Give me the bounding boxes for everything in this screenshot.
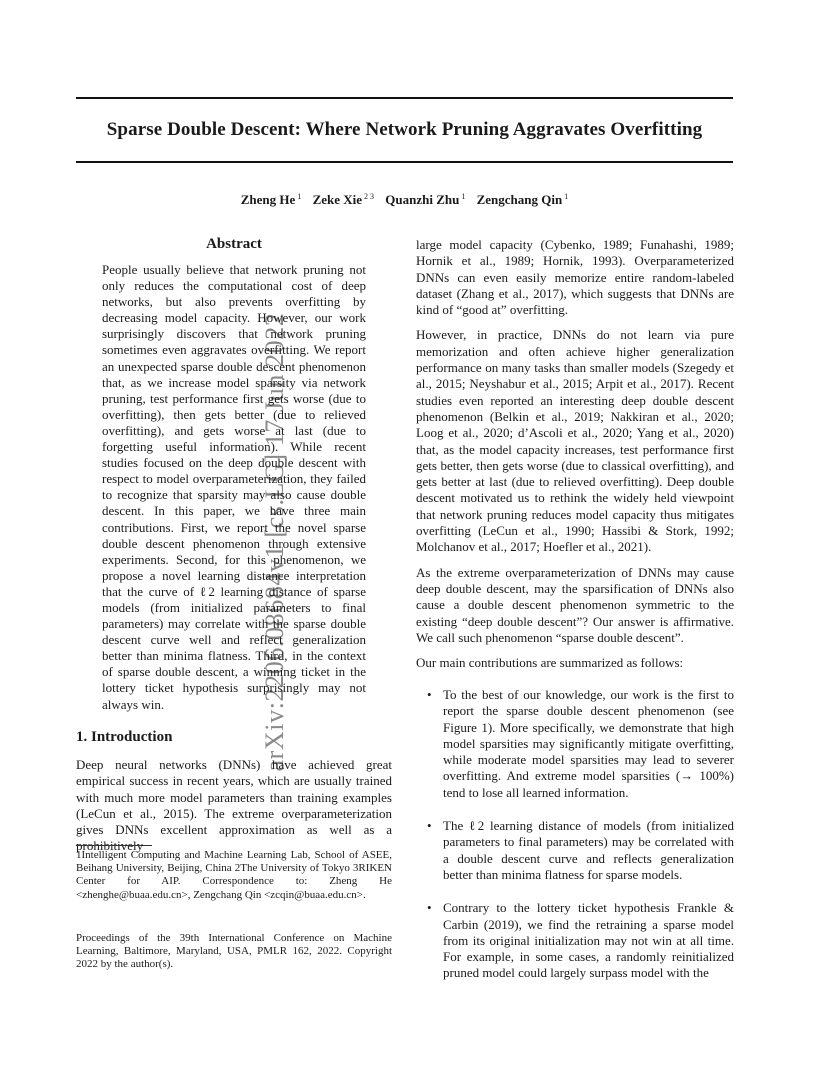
list-item: • To the best of our knowledge, our work is the first to report the sparse double descent phenomenon (see Figure 1). More specifically, we demonstrate that high model sparsities may significantly mitigate overfitting, while moderate model sparsities may lead to severer overfitting. And extreme model sparsities (→ 100%) tend to lose all learned information. <box>427 687 734 800</box>
contributions-list <box>424 687 734 999</box>
intro-right-p3: Our main contributions are summarized as follows: <box>416 655 684 671</box>
bullet-icon: • <box>427 818 432 834</box>
abstract-heading: Abstract <box>206 236 262 252</box>
intro-p1: Deep neural networks (DNNs) have achieved great empirical success in recent years, which are usually trained with much more model parameters than training examples (LeCun et al., 2015). The extreme overparameterization gives DNNs excellent approximation as well as a <box>76 757 392 838</box>
intro-right-p2: As the extreme overparameterization of DNNs may cause deep double descent, may the sparsification of DNNs also cause a double descent phenomenon symmetric to the existing “deep double descent”? Our answer is affirmative. We call such phenomenon “sparse double descent”. <box>416 564 734 645</box>
section-heading-introduction: 1. Introduction <box>76 729 173 745</box>
list-item: • The ℓ2 learning distance of models (from initialized parameters to final parameters) may be correlated with a double descent curve and reflects generalization better than minima flatness for sparse models. <box>427 818 734 882</box>
right-column <box>416 237 734 680</box>
intro-right-p0: large model capacity (Cybenko, 1989; Funahashi, 1989; Hornik et al., 1989; Hornik, 1993). Overparameterized DNNs can even easily memorize entire random-labeled dataset (Zhang et al., 2017), which suggests that DNNs are kind of “good at” overfitting. <box>416 237 734 318</box>
bullet-icon: • <box>427 687 432 702</box>
title-rule-top <box>76 97 733 99</box>
affiliation-footnote: 1Intelligent Computing and Machine Learning Lab, School of ASEE, Beihang University, Beijing, China 2The University of Tokyo 3RIKEN Center for AIP. Correspondence to: Zheng He <zhenghe@buaa.edu.cn>, Zengchang Qin <zcqin@buaa.edu.cn>. <box>76 849 392 901</box>
footnote-rule <box>76 845 152 846</box>
intro-right-p1: However, in practice, DNNs do not learn via pure memorization and often achieve higher generalization performance on many tasks than smaller models (Szegedy et al., 2015; Neyshabur et al., 2015; Arpit et al., 2017). Recent studies even reported an interesting deep double descent phenomenon (Belkin et al., 2019; Nakkiran et al., 2020; Loog et al., 2020; d’Ascoli et al., 2020; Yang et al., 2020) that, as the model capacity increases, test performance first gets better, then gets worse (due to classical overfitting), and gets better at last (due to relieved overfitting). Deep double descent motivated us to rethink the widely held viewpoint that network pruning reduces model capacity thus mitigates overfitting (LeCun et al., 1990; Hassibi & Stork, 1992; Molchanov et al., 2017; Hoefler et al., 2021). <box>416 327 734 555</box>
author: Zheng He $^1$ <box>240 192 302 207</box>
title-rule-bottom <box>76 161 733 163</box>
author: Quanzhi Zhu $^1$ <box>385 192 466 207</box>
abstract-body: People usually believe that network pruning not only reduces the computational cost of deep networks, but also prevents overfitting by decreasing model capacity. However, our work surprisingly discovers that network pruning sometimes even aggravates overfitting. We report an unexpected sparse double descent phenomenon that, as we increase model sparsity via network pruning, test performance first gets worse (due to overfitting), then gets better (due to relieved overfitting), and gets worse at last (due to forgetting useful information). While recent studies focused on the deep double descent with respect to model overparameterization, they failed to recognize that sparsity may also cause double descent. In this paper, we have three main contributions. First, we report the novel sparse double descent phenomenon through extensive experiments. Second, for this phenomenon, we propose a novel learning distance interpretation that the curve of ℓ2 learning distance of sparse models (from initialized parameters to final parameters) may correlate with the sparse double descent curve well and reflect generalization better than minima flatness. Third, in the context of sparse double descent, a winning ticket in the lottery ticket hypothesis surprisingly may not always win. <box>102 262 366 712</box>
proceedings-note: Proceedings of the 39th International Conference on Machine Learning, Baltimore, Maryland, USA, PMLR 162, 2022. Copyright 2022 by the author(s). <box>76 932 392 971</box>
author: Zengchang Qin $^1$ <box>476 192 569 207</box>
author: Zeke Xie $^{2 3}$ <box>312 192 375 207</box>
arxiv-stamp: arXiv:2206.08684v1 [cs.LG] 17 Jun 2022 <box>260 312 289 772</box>
bullet-icon: • <box>427 900 432 916</box>
abstract-text <box>102 262 366 713</box>
author-list <box>76 192 733 208</box>
intro-paragraph <box>76 757 392 864</box>
paper-title: Sparse Double Descent: Where Network Pruning Aggravates Overfitting <box>106 119 703 140</box>
list-item: • Contrary to the lottery ticket hypothesis Frankle & Carbin (2019), we find the retraining a sparse model from its original initialization may not win at all time. For example, in some cases, a randomly reinitialized pruned model could largely surpass model with the <box>427 900 734 981</box>
